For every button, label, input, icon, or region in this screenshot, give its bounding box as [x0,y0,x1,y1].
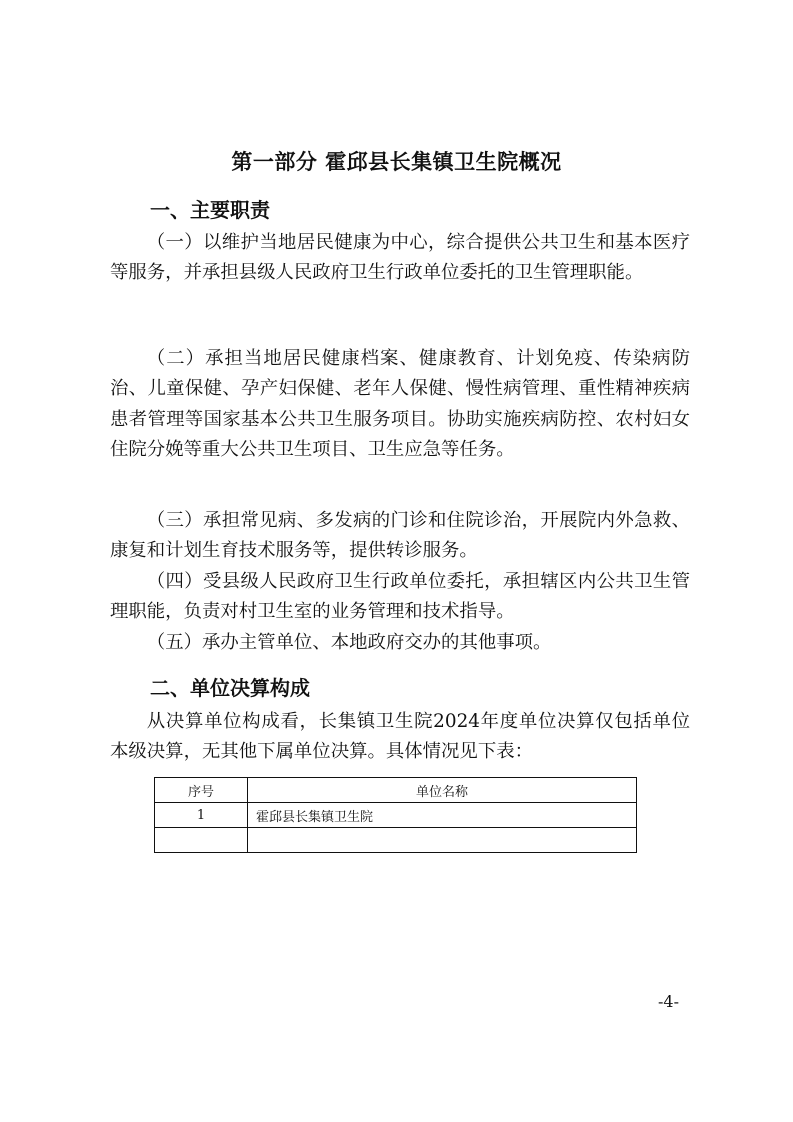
unit-table [154,777,637,853]
table-header-row [155,778,637,803]
page-number: -4- [658,992,679,1011]
duty-item-1: （一）以维护当地居民健康为中心，综合提供公共卫生和基本医疗等服务，并承担县级人民政府卫生行政单位委托的卫生管理职能。 [110,232,690,284]
table-header-index: 序号 [155,778,248,803]
duty-item-4: （四）受县级人民政府卫生行政单位委托，承担辖区内公共卫生管理职能，负责对村卫生室的业务管理和技术指导。 [110,571,690,623]
section-heading-composition: 二、单位决算构成 [150,676,310,700]
table-cell-index: 1 [155,803,248,828]
table-row [155,828,637,853]
table-cell-index [155,828,248,853]
duty-item-3: （三）承担常见病、多发病的门诊和住院诊治，开展院内外急救、康复和计划生育技术服务等，提供转诊服务。 [110,510,690,562]
duty-item-2: （二）承担当地居民健康档案、健康教育、计划免疫、传染病防治、儿童保健、孕产妇保健、老年人保健、慢性病管理、重性精神疾病患者管理等国家基本公共卫生服务项目。协助实施疾病防控、农村妇女住院分娩等重大公共卫生项目、卫生应急等任务。 [110,348,690,461]
table-row [155,803,637,828]
duty-item-5: （五）承办主管单位、本地政府交办的其他事项。 [146,632,552,653]
table-cell-unit-name: 霍邱县长集镇卫生院 [248,803,637,828]
table-cell-unit-name [248,828,637,853]
page-title: 第一部分 霍邱县长集镇卫生院概况 [231,150,562,174]
composition-paragraph: 从决算单位构成看，长集镇卫生院2024年度单位决算仅包括单位本级决算，无其他下属单位决算。具体情况见下表： [110,711,690,763]
section-heading-duties: 一、主要职责 [150,198,270,222]
table-header-unit-name: 单位名称 [248,778,637,803]
